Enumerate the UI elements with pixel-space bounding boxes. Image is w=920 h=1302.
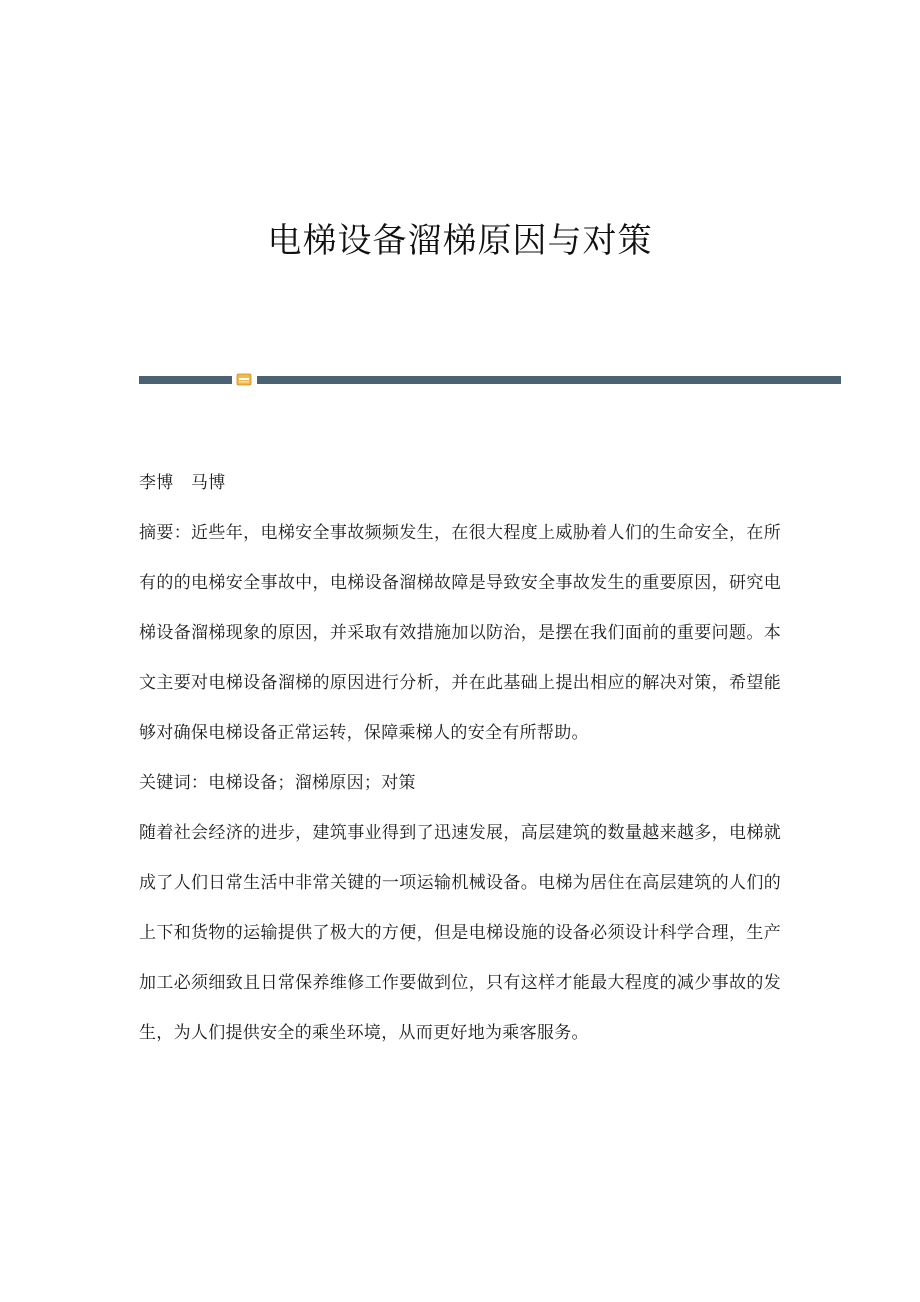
body-paragraph: 随着社会经济的进步，建筑事业得到了迅速发展，高层建筑的数量越来越多，电梯就成了人们日常生活中非常关键的一项运输机械设备。电梯为居住在高层建筑的人们的上下和货物的运输提供了极大的方便，但是电梯设施的设备必须设计科学合理，生产加工必须细致且日常保养维修工作要做到位，只有这样才能最大程度的减少事故的发生，为人们提供安全的乘坐环境，从而更好地为乘客服务。 — [139, 823, 781, 1043]
folded-tab-ornament-icon — [236, 373, 252, 386]
divider-bar-right — [257, 376, 841, 384]
divider-bar-left — [139, 376, 232, 384]
page-title: 电梯设备溜梯原因与对策 — [267, 221, 653, 261]
abstract-paragraph: 摘要：近些年，电梯安全事故频频发生，在很大程度上威胁着人们的生命安全，在所有的的电梯安全事故中，电梯设备溜梯故障是导致安全事故发生的重要原因，研究电梯设备溜梯现象的原因，并采取有效措施加以防治，是摆在我们面前的重要问题。本文主要对电梯设备溜梯的原因进行分析，并在此基础上提出相应的解决对策，希望能够对确保电梯设备正常运转，保障乘梯人的安全有所帮助。 — [139, 523, 781, 743]
document-body — [139, 458, 781, 1058]
author-line: 李博 马博 — [139, 473, 226, 493]
title-divider — [139, 372, 841, 386]
keywords-line: 关键词：电梯设备；溜梯原因；对策 — [139, 773, 416, 793]
